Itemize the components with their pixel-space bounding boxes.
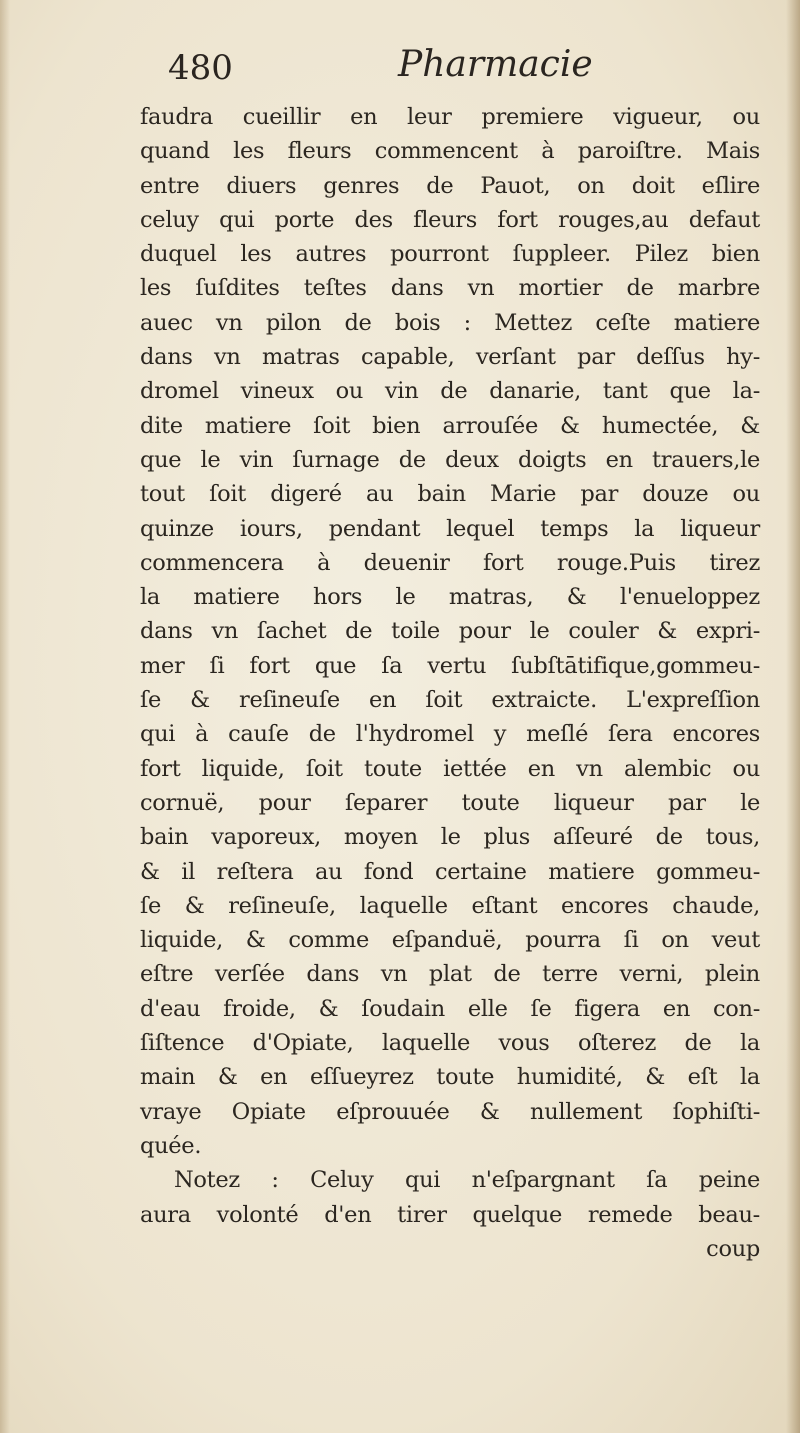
text-line: dans vn matras capable, verſant par deſſus hy- — [140, 344, 760, 371]
text-line: celuy qui porte des fleurs fort rouges,au defaut — [140, 206, 760, 233]
page-right-edge — [786, 0, 800, 1433]
text-line: faudra cueillir en leur premiere vigueur, ou — [140, 104, 760, 130]
text-line: tout ſoit digeré au bain Marie par douze ou — [140, 481, 760, 508]
text-line: entre diuers genres de Pauot, on doit eſlire — [140, 172, 760, 199]
text-line: d'eau froide, & ſoudain elle ſe figera en con- — [140, 995, 760, 1022]
text-line: quinze iours, pendant lequel temps la liqueur — [140, 515, 760, 542]
text-line: duquel les autres pourront ſuppleer. Pilez bien — [140, 241, 760, 268]
body-text — [140, 100, 760, 1266]
text-line: bain vaporeux, moyen le plus aſſeuré de tous, — [140, 824, 760, 851]
text-line: mer ſi fort que ſa vertu ſubſtātifique,gommeu- — [140, 652, 760, 679]
text-line: que le vin ſurnage de deux doigts en trauers,le — [140, 446, 760, 473]
text-line: & il reſtera au fond certaine matiere gommeu- — [140, 858, 760, 885]
text-line: qui à cauſe de l'hydromel y meſlé ſera encores — [140, 721, 760, 748]
text-line: quée. — [140, 1132, 202, 1159]
text-line: dromel vineux ou vin de danarie, tant que la- — [140, 378, 760, 405]
text-line: cornuë, pour ſeparer toute liqueur par le — [140, 789, 760, 816]
text-line: ſe & reſineuſe en ſoit extraicte. L'expreſſion — [140, 687, 760, 714]
text-line: aura volonté d'en tirer quelque remede beau- — [140, 1201, 760, 1228]
text-line: main & en eſſueyrez toute humidité, & eſt la — [140, 1064, 760, 1091]
page-left-shadow — [0, 0, 10, 1433]
page-header — [168, 40, 728, 96]
text-line: fort liquide, ſoit toute iettée en vn alembic ou — [140, 755, 760, 782]
text-line: liquide, & comme eſpanduë, pourra ſi on veut — [140, 927, 760, 954]
text-line: ſe & reſineuſe, laquelle eſtant encores chaude, — [140, 892, 760, 919]
text-line: eſtre verſée dans vn plat de terre verni, plein — [140, 961, 760, 988]
text-line: vraye Opiate eſprouuée & nullement ſophiſti- — [140, 1098, 760, 1125]
page-number: 480 — [168, 48, 233, 88]
text-line: dite matiere ſoit bien arrouſée & humectée, & — [140, 412, 760, 439]
text-line: Notez : Celuy qui n'eſpargnant ſa peine — [174, 1167, 760, 1194]
catchword: coup — [706, 1235, 760, 1262]
text-line: dans vn ſachet de toile pour le couler & expri- — [140, 618, 760, 645]
text-line: commencera à deuenir fort rouge.Puis tirez — [140, 549, 760, 576]
text-line: quand les fleurs commencent à paroiſtre. Mais — [140, 138, 760, 165]
text-line: les ſuſdites teſtes dans vn mortier de marbre — [140, 275, 760, 302]
text-line: auec vn pilon de bois : Mettez ceſte matiere — [140, 309, 760, 336]
text-line: ſiſtence d'Opiate, laquelle vous oſterez de la — [140, 1030, 760, 1057]
running-head: Pharmacie — [398, 44, 593, 85]
text-line: la matiere hors le matras, & l'enueloppez — [140, 584, 760, 611]
